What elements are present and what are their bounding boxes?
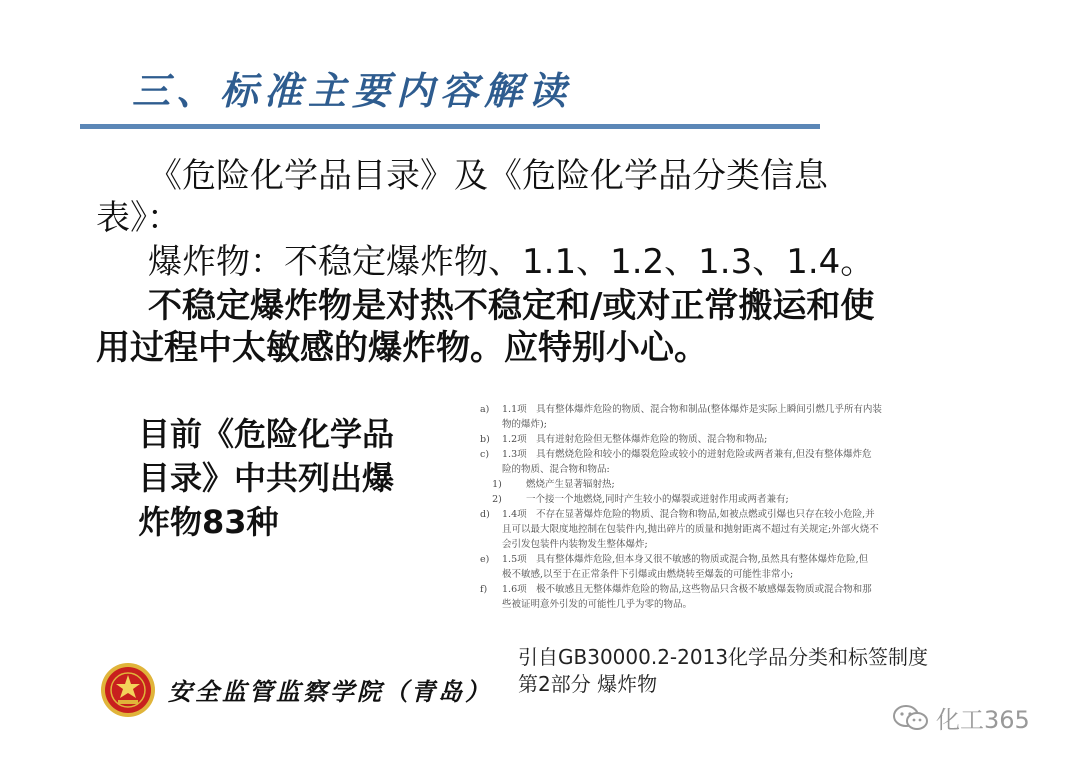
standard-excerpt [480, 402, 950, 638]
item-text: 一个接一个地燃烧,同时产生较小的爆裂或迸射作用或两者兼有; [526, 494, 789, 505]
item-label: c) [480, 449, 490, 460]
national-emblem-icon [100, 662, 156, 718]
excerpt-item-a [480, 402, 950, 417]
item-text: 1.5项 具有整体爆炸危险,但本身又很不敏感的物质或混合物,虽然具有整体爆炸危险,但 [502, 554, 869, 565]
item-text: 燃烧产生显著辐射热; [526, 479, 615, 490]
note-line-3: 炸物83种 [138, 503, 279, 541]
excerpt-item-d [480, 507, 950, 522]
academy-name: 安全监管监察学院（青岛） [168, 677, 492, 706]
item-continuation: 极不敏感,以至于在正常条件下引爆或由燃烧转至爆轰的可能性非常小; [502, 569, 794, 580]
explosives-count-note [138, 412, 438, 544]
note-line-2: 目录》中共列出爆 [138, 459, 395, 497]
note-line-1: 目前《危险化学品 [138, 415, 395, 453]
item-text: 1.1项 具有整体爆炸危险的物质、混合物和制品(整体爆炸是实际上瞬间引燃几乎所有内装 [502, 404, 882, 415]
item-label: b) [480, 434, 490, 445]
excerpt-item-e [480, 552, 950, 567]
item-label [480, 477, 526, 492]
body-line-4: 不稳定爆炸物是对热不稳定和/或对正常搬运和使 [148, 286, 875, 326]
body-line-1: 《危险化学品目录》及《危险化学品分类信息 [148, 156, 828, 196]
wechat-icon [892, 704, 930, 732]
item-continuation: 且可以最大限度地控制在包装件内,抛出碎片的质量和抛射距离不超过有关规定;外部火烧不 [502, 524, 879, 535]
excerpt-item-b [480, 432, 950, 447]
item-label: f) [480, 584, 488, 595]
subitem-number: 2) [492, 494, 502, 505]
item-continuation: 物的爆炸); [502, 419, 547, 430]
item-label: d) [480, 509, 490, 520]
item-text: 1.6项 极不敏感且无整体爆炸危险的物品,这些物品只含极不敏感爆轰物质或混合物和那 [502, 584, 872, 595]
citation-line-2: 第2部分 爆炸物 [518, 672, 658, 696]
body-line-2: 表》： [96, 198, 181, 238]
body-line-5: 用过程中太敏感的爆炸物。应特别小心。 [96, 328, 708, 368]
item-label: e) [480, 554, 490, 565]
citation-line-1: 引自GB30000.2-2013化学品分类和标签制度 [518, 645, 929, 669]
item-continuation: 会引发包装件内装物发生整体爆炸; [502, 539, 648, 550]
item-label [480, 492, 526, 507]
body-line-3: 爆炸物：不稳定爆炸物、1.1、1.2、1.3、1.4。 [148, 242, 875, 282]
watermark [892, 700, 1030, 735]
item-continuation: 些被证明意外引发的可能性几乎为零的物品。 [502, 599, 693, 610]
page-title: 三、标准主要内容解读 [132, 68, 573, 113]
item-text: 1.3项 具有燃烧危险和较小的爆裂危险或较小的迸射危险或两者兼有,但没有整体爆炸危 [502, 449, 872, 460]
excerpt-item-f [480, 582, 950, 597]
item-text: 1.2项 具有迸射危险但无整体爆炸危险的物质、混合物和物品; [502, 434, 768, 445]
item-label: a) [480, 404, 490, 415]
excerpt-subitem-1 [480, 477, 950, 492]
title-divider [80, 124, 820, 129]
item-text: 1.4项 不存在显著爆炸危险的物质、混合物和物品,如被点燃或引爆也只存在较小危险,并 [502, 509, 875, 520]
subitem-number: 1) [492, 479, 502, 490]
source-citation [518, 644, 988, 698]
item-continuation: 险的物质、混合物和物品: [502, 464, 610, 475]
excerpt-item-c [480, 447, 950, 462]
excerpt-subitem-2 [480, 492, 950, 507]
watermark-text: 化工365 [936, 706, 1030, 734]
